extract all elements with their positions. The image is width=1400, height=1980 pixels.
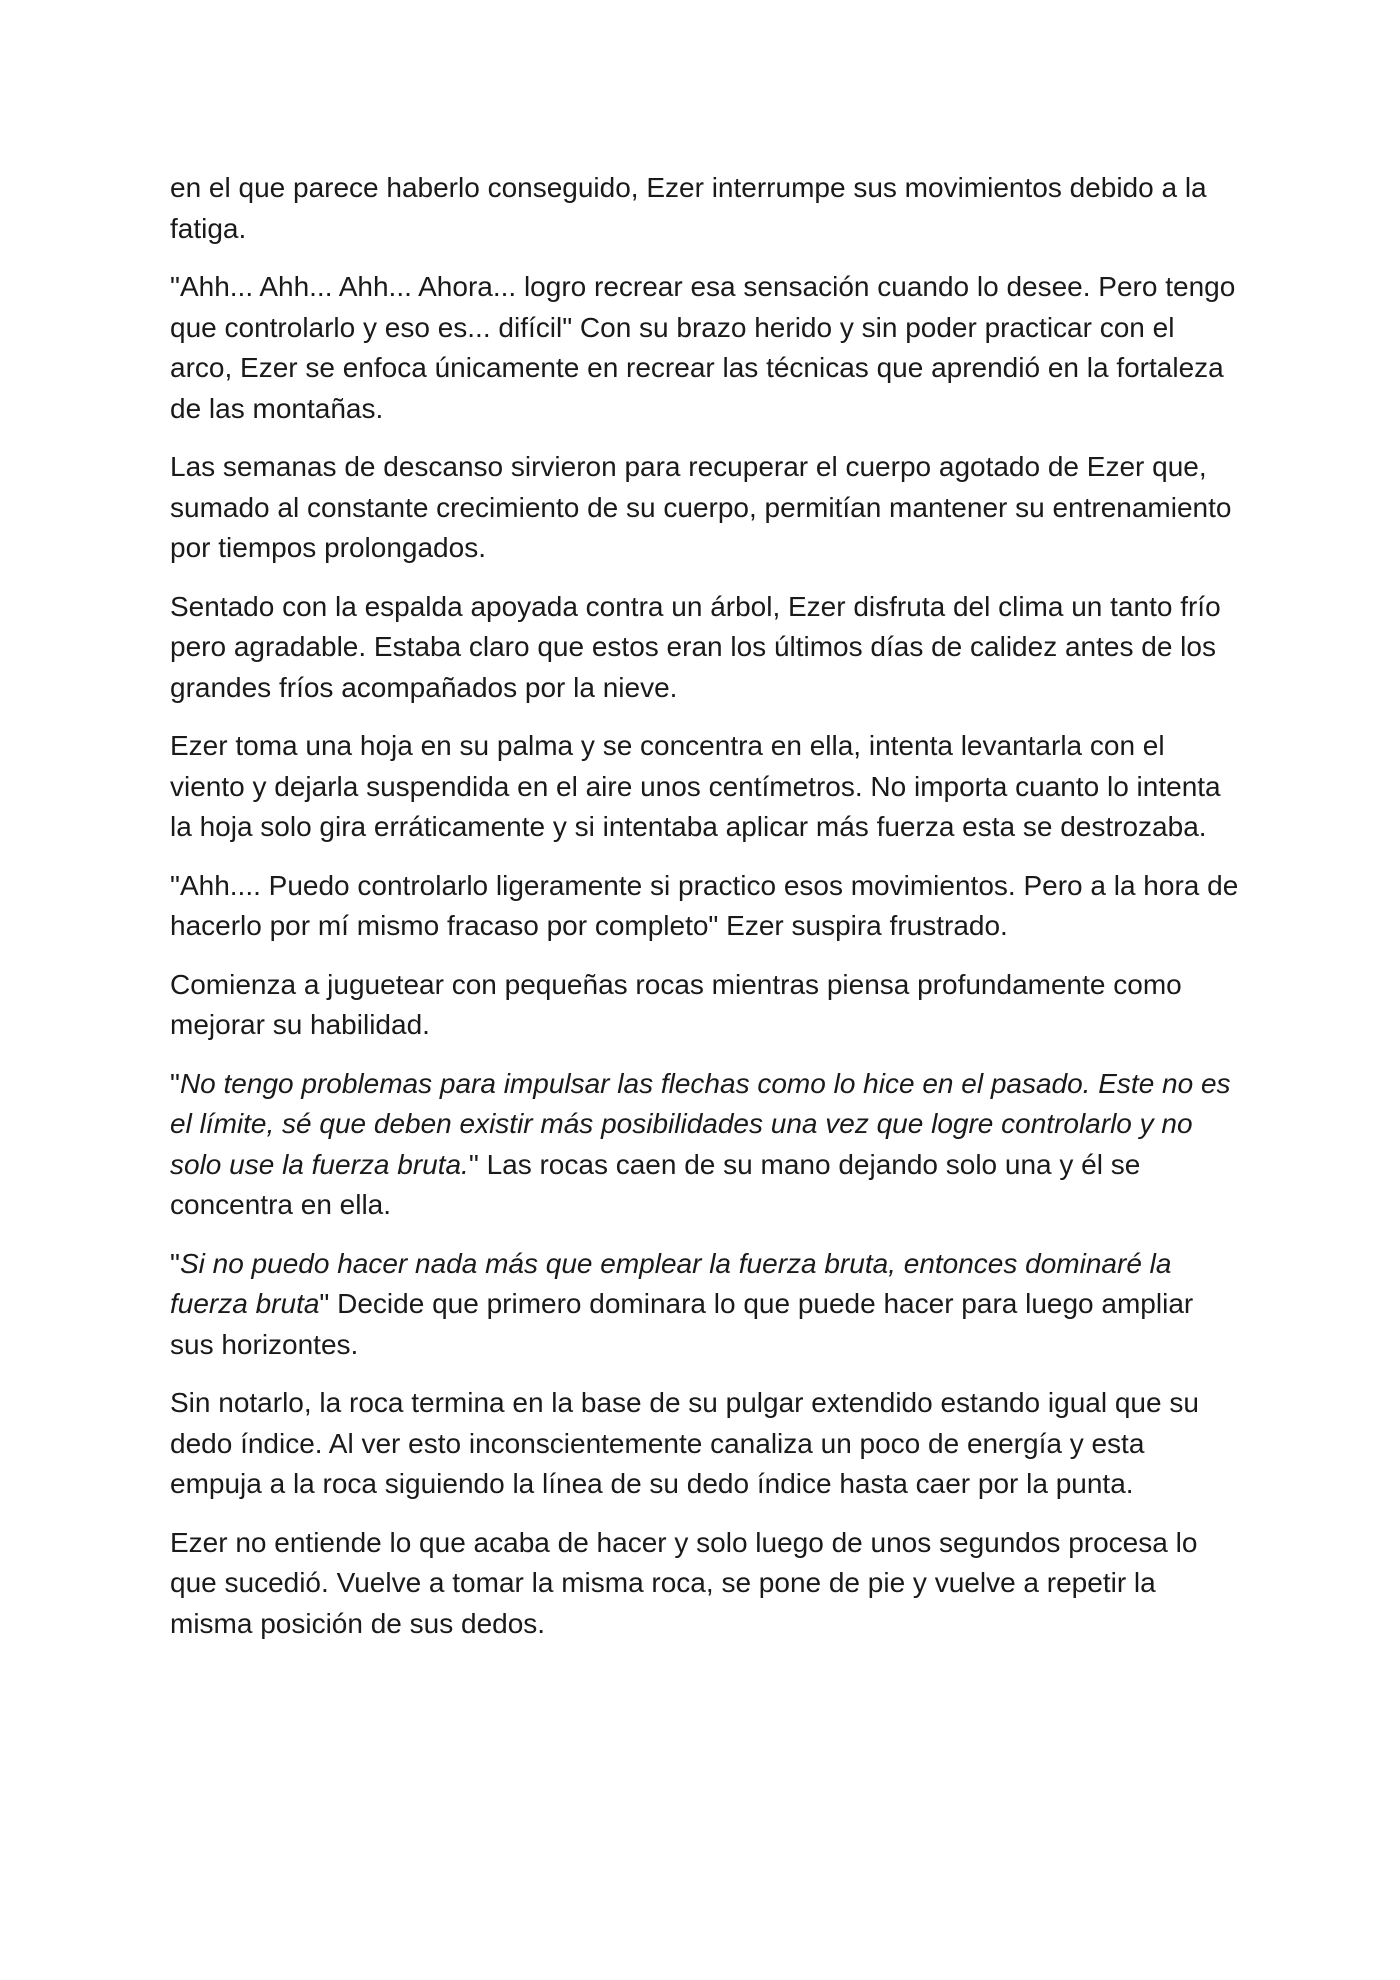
- paragraph: [170, 866, 1240, 947]
- text-run: en el que parece haberlo conseguido, Ezer interrumpe sus movimientos debido a la fatiga.: [170, 172, 1207, 244]
- text-run: Ezer no entiende lo que acaba de hacer y solo luego de unos segundos procesa lo que sucedió. Vuelve a tomar la misma roca, se pone de pie y vuelve a repetir la misma posición de sus dedos.: [170, 1526, 1198, 1639]
- text-run: Las semanas de descanso sirvieron para recuperar el cuerpo agotado de Ezer que, sumado al constante crecimiento de su cuerpo, permitían mantener su entrenamiento por tiempos prolongados.: [170, 451, 1232, 563]
- paragraph: [170, 1523, 1240, 1645]
- text-run: Sin notarlo, la roca termina en la base de su pulgar extendido estando igual que su dedo índice. Al ver esto inconscientemente canaliza un poco de energía y esta empuja a la roca siguiendo la línea de su dedo índice hasta caer por la punta.: [170, 1387, 1199, 1499]
- text-run: Sentado con la espalda apoyada contra un árbol, Ezer disfruta del clima un tanto frío pero agradable. Estaba claro que estos eran los últimos días de calidez antes de los grandes fríos acompañados por la nieve.: [170, 590, 1221, 703]
- text-run: "Ahh.... Puedo controlarlo ligeramente si practico esos movimientos. Pero a la hora de hacerlo por mí mismo fracaso por completo" Ezer suspira frustrado.: [170, 869, 1239, 941]
- paragraph: [170, 168, 1240, 249]
- paragraph: [170, 1064, 1240, 1226]
- paragraph: [170, 726, 1240, 848]
- text-run: " Decide que primero dominara lo que puede hacer para luego ampliar sus horizontes.: [170, 1288, 1194, 1360]
- text-run: ": [170, 1067, 180, 1099]
- text-run: ": [170, 1247, 180, 1279]
- paragraph: [170, 447, 1240, 569]
- paragraph: [170, 587, 1240, 709]
- text-run: Comienza a juguetear con pequeñas rocas mientras piensa profundamente como mejorar su habilidad.: [170, 968, 1182, 1040]
- text-run: " Las rocas caen de su mano dejando solo una y él se concentra en ella.: [170, 1148, 1141, 1220]
- paragraph: [170, 1244, 1240, 1366]
- italic-text-run: No tengo problemas para impulsar las flechas como lo hice en el pasado. Este no es el límite, sé que deben existir más posibilidades una vez que logre controlarlo y no solo use la fuerza bruta.: [170, 1067, 1231, 1180]
- paragraph: [170, 1383, 1240, 1505]
- paragraph: [170, 965, 1240, 1046]
- text-run: Ezer toma una hoja en su palma y se concentra en ella, intenta levantarla con el viento y dejarla suspendida en el aire unos centímetros. No importa cuanto lo intenta la hoja solo gira erráticamente y si intentaba aplicar más fuerza esta se destrozaba.: [170, 730, 1221, 842]
- italic-text-run: Si no puedo hacer nada más que emplear la fuerza bruta, entonces dominaré la fuerza bruta: [170, 1247, 1172, 1319]
- document-body: [170, 168, 1240, 1662]
- paragraph: [170, 267, 1240, 429]
- text-run: "Ahh... Ahh... Ahh... Ahora... logro recrear esa sensación cuando lo desee. Pero tengo que controlarlo y eso es... difícil" Con su brazo herido y sin poder practicar con el arco, Ezer se enfoca únicamente en recrear las técnicas que aprendió en la fortaleza de las montañas.: [170, 271, 1236, 424]
